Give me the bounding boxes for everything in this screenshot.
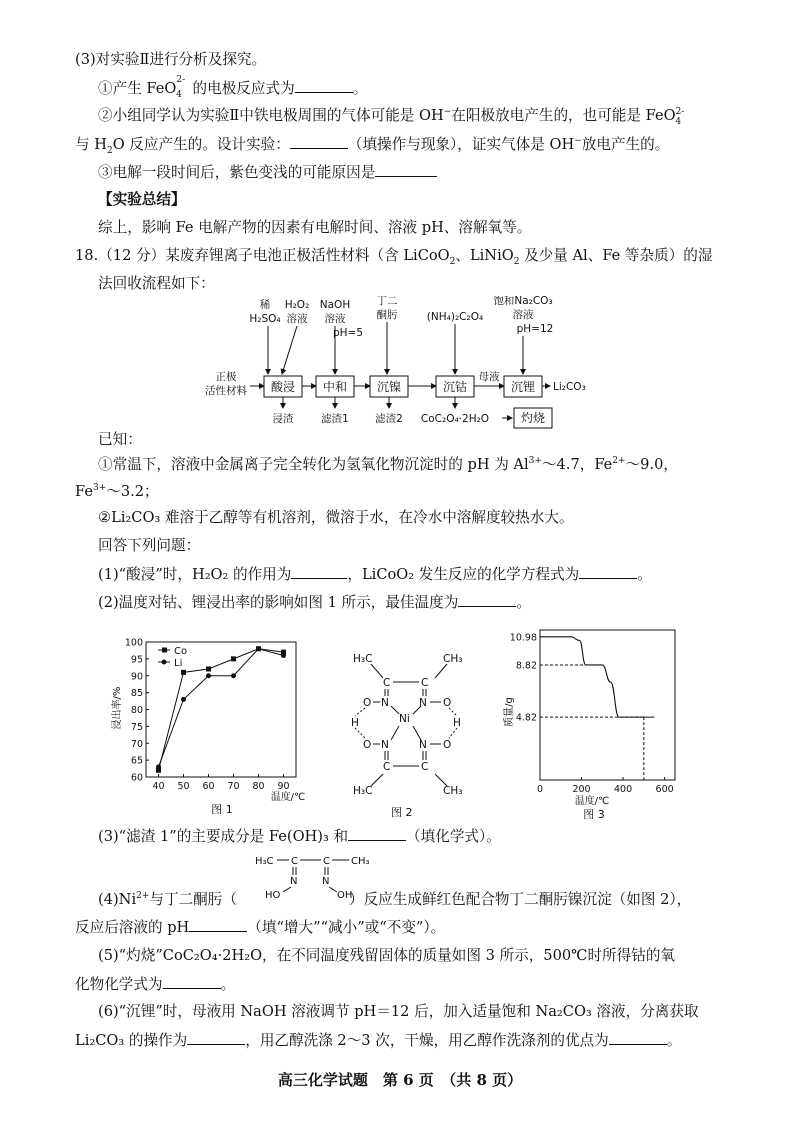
out-leach: 浸渣 bbox=[272, 413, 294, 425]
mother-liquor: 母液 bbox=[478, 371, 500, 383]
svg-text:O: O bbox=[443, 739, 452, 751]
q18-q6-line2: Li₂CO₃ 的操作为 ，用乙醇洗涤 2～3 次，干燥，用乙醇作洗涤剂的优点为 。 bbox=[75, 1032, 682, 1049]
svg-text:H: H bbox=[453, 717, 461, 729]
q18-q4-line1: $(4)Ni^{2+}$与丁二酮肟（ ）反应生成鲜红色配合物丁二酮肟镍沉淀（如图 2）， bbox=[98, 891, 692, 908]
q18-q1: (1)“酸浸”时，H₂O₂ 的作用为 ，LiCoO₂ 发生反应的化学方程式为 。 bbox=[98, 566, 652, 583]
answer-blank[interactable] bbox=[291, 564, 347, 579]
fig1-ytick-label: 75 bbox=[130, 721, 143, 733]
summary-text: 综上，影响 Fe 电解产物的因素有电解时间、溶液 pH、溶解氧等。 bbox=[98, 219, 532, 236]
reagent-na2co3-2: 溶液 bbox=[512, 309, 534, 321]
answer-blank[interactable] bbox=[458, 592, 516, 607]
box-co-label: 沉钴 bbox=[442, 380, 468, 394]
answer-blank[interactable] bbox=[579, 564, 637, 579]
fig3-frame bbox=[540, 630, 675, 780]
fig1-legend-li: Li bbox=[174, 658, 183, 669]
svg-text:C: C bbox=[383, 677, 391, 689]
fig1-point-co bbox=[206, 667, 211, 672]
fig3-ytick-label: 4.82 bbox=[515, 712, 537, 724]
box-leach-label: 酸浸 bbox=[270, 380, 296, 394]
answer-blank[interactable] bbox=[609, 1030, 667, 1045]
reagent-naoh-2: 溶液 bbox=[324, 313, 346, 325]
fig3-xtick-label: 0 bbox=[536, 784, 544, 795]
summary-title: 【实验总结】 bbox=[98, 191, 186, 208]
fig1-xlabel: 温度/℃ bbox=[270, 792, 306, 803]
fig3-xtick-label: 400 bbox=[614, 784, 633, 795]
page-footer: 高三化学试题 第 6 页 （共 8 页） bbox=[277, 1071, 523, 1089]
fig1-caption: 图 1 bbox=[211, 803, 233, 816]
svg-text:C: C bbox=[291, 856, 298, 867]
svg-text:N: N bbox=[322, 876, 330, 887]
svg-text:H₃C: H₃C bbox=[353, 653, 373, 665]
fig1-xtick-label: 90 bbox=[277, 781, 290, 792]
fig1-xtick-label: 70 bbox=[227, 781, 240, 792]
q18-q6-line1: (6)“沉锂”时，母液用 NaOH 溶液调节 pH＝12 后，加入适量饱和 Na₂CO₃ 溶液，分离获取 bbox=[98, 1003, 699, 1020]
fig1-point-co bbox=[181, 670, 186, 675]
part3-q2-line2: 与 $H_2O$ 反应产生的。设计实验： （填操作与现象），证实气体是 OH−放电产生的。 bbox=[75, 136, 670, 156]
fig1-point-li bbox=[181, 697, 186, 702]
fig3-curve bbox=[540, 637, 654, 717]
fig1-ytick-label: 100 bbox=[124, 637, 143, 649]
box-burn-label: 灼烧 bbox=[520, 411, 546, 425]
q18-q5-line1: (5)“灼烧”CoC₂O₄·2H₂O，在不同温度残留固体的质量如图 3 所示，500℃时所得钴的氧 bbox=[98, 947, 676, 964]
fig1-xtick-label: 80 bbox=[252, 781, 265, 792]
part3-q2-line1: ②小组同学认为实验Ⅱ中铁电极周围的气体可能是 OH−在阳极放电产生的，也可能是 FeO$^{2-}_4$ bbox=[98, 107, 685, 127]
reagent-dmg-2: 酮肟 bbox=[376, 309, 398, 321]
q18-q4-line2: 反应后溶液的 pH （填“增大”“减小”或“不变”）。 bbox=[75, 919, 446, 936]
q18-head-line2: 法回收流程如下： bbox=[98, 275, 215, 292]
fig1-point-li bbox=[231, 673, 236, 678]
fig2-ni: Ni bbox=[399, 713, 410, 725]
svg-text:H₃C: H₃C bbox=[255, 856, 274, 867]
known-title: 已知： bbox=[98, 431, 142, 448]
known2: ②Li₂CO₃ 难溶于乙醇等有机溶剂，微溶于水，在冷水中溶解度较热水大。 bbox=[98, 509, 574, 526]
reagent-acid-1: 稀 bbox=[259, 299, 271, 311]
answer-blank[interactable] bbox=[163, 974, 221, 989]
fig1-ylabel: 浸出率/% bbox=[112, 686, 123, 730]
box-ni-label: 沉镍 bbox=[376, 380, 402, 394]
fig1-xtick-label: 40 bbox=[152, 781, 165, 792]
out-res2: 滤渣2 bbox=[375, 413, 403, 425]
q18-q2: (2)温度对钴、锂浸出率的影响如图 1 所示，最佳温度为 。 bbox=[98, 594, 531, 611]
reagent-naoh-1: NaOH bbox=[319, 299, 351, 311]
svg-text:CH₃: CH₃ bbox=[443, 653, 463, 665]
fig3-caption: 图 3 bbox=[583, 808, 605, 821]
fig1-point-li bbox=[281, 653, 286, 658]
known1-line1: ①常温下，溶液中金属离子完全转化为氢氧化物沉淀时的 pH 为 $Al^{3+}\sim 4.7$，$Fe^{2+}\sim 9.0$， bbox=[98, 456, 678, 473]
fig1-ytick-label: 80 bbox=[130, 705, 143, 716]
part3-q3: ③电解一段时间后，紫色变浅的可能原因是 bbox=[98, 162, 437, 183]
svg-text:H₃C: H₃C bbox=[353, 785, 373, 797]
answer-blank[interactable] bbox=[295, 78, 353, 93]
answer-intro: 回答下列问题： bbox=[98, 537, 201, 554]
reagent-na2co3-1: 饱和Na₂CO₃ bbox=[493, 296, 553, 307]
reagent-acid-2: H₂SO₄ bbox=[249, 313, 281, 325]
box-li-label: 沉锂 bbox=[510, 380, 536, 394]
fig1-ytick-label: 90 bbox=[130, 671, 143, 683]
fig1-ytick-label: 95 bbox=[130, 654, 143, 666]
q18-q5-line2: 化物化学式为 。 bbox=[75, 976, 236, 993]
svg-text:N: N bbox=[419, 739, 427, 751]
svg-text:N: N bbox=[381, 697, 389, 709]
answer-blank[interactable] bbox=[348, 826, 406, 841]
answer-blank[interactable] bbox=[187, 1030, 245, 1045]
reagent-naoh-3: pH=5 bbox=[332, 327, 364, 339]
reagent-oxalate: (NH₄)₂C₂O₄ bbox=[426, 311, 484, 323]
svg-text:C: C bbox=[421, 677, 429, 689]
known1-line2: $Fe^{3+}\sim 3.2$； bbox=[75, 483, 159, 500]
q18-q3: (3)“滤渣 1”的主要成分是 Fe(OH)₃ 和 （填化学式）。 bbox=[98, 828, 501, 845]
product-li: Li₂CO₃ bbox=[553, 381, 586, 393]
fig1-xtick-label: 50 bbox=[177, 781, 190, 792]
fig1-ytick-label: 85 bbox=[130, 688, 143, 700]
fig1-legend-co: Co bbox=[174, 646, 188, 657]
svg-text:HO: HO bbox=[265, 890, 281, 901]
svg-text:C: C bbox=[383, 761, 391, 773]
svg-text:O: O bbox=[363, 739, 372, 751]
reagent-h2o2-2: 溶液 bbox=[286, 313, 308, 325]
answer-blank[interactable] bbox=[290, 134, 348, 149]
svg-text:CH₃: CH₃ bbox=[351, 856, 370, 867]
input-1: 正极 bbox=[215, 371, 237, 383]
fig1-point-li bbox=[206, 673, 211, 678]
fig3-xlabel: 温度/℃ bbox=[574, 796, 610, 807]
fig1-legend bbox=[158, 646, 187, 669]
answer-blank[interactable] bbox=[375, 162, 437, 177]
svg-text:C: C bbox=[421, 761, 429, 773]
svg-text:O: O bbox=[443, 697, 452, 709]
fig1-ytick-label: 70 bbox=[130, 738, 143, 750]
svg-text:O: O bbox=[363, 697, 372, 709]
box-neutral-label: 中和 bbox=[322, 380, 348, 394]
reagent-dmg-1: 丁二 bbox=[376, 296, 398, 307]
fig3-ytick-label: 10.98 bbox=[509, 632, 537, 644]
fig1-point-co bbox=[231, 656, 236, 661]
q18-head: 18.（12 分）某废弃锂离子电池正极活性材料（含 LiCoO$_2$、LiNiO$_2$ 及少量 Al、Fe 等杂质）的湿 bbox=[75, 247, 713, 267]
figure-3-chart bbox=[500, 622, 680, 822]
svg-text:CH₃: CH₃ bbox=[443, 785, 463, 797]
input-2: 活性材料 bbox=[205, 385, 247, 397]
fig1-point-li bbox=[256, 646, 261, 651]
answer-blank[interactable] bbox=[189, 917, 247, 932]
fig3-ylabel: 质量/g bbox=[504, 697, 515, 727]
out-res1: 滤渣1 bbox=[321, 413, 349, 425]
reagent-na2co3-3: pH=12 bbox=[516, 323, 554, 335]
fig1-ytick-label: 60 bbox=[130, 772, 143, 784]
figure-2-structure bbox=[335, 648, 485, 818]
fig1-ytick-label: 65 bbox=[130, 755, 143, 767]
reagent-h2o2-1: H₂O₂ bbox=[284, 299, 310, 311]
svg-text:N: N bbox=[419, 697, 427, 709]
figure-1-chart bbox=[110, 628, 310, 823]
svg-text:N: N bbox=[381, 739, 389, 751]
fig2-caption: 图 2 bbox=[391, 806, 413, 818]
svg-text:H: H bbox=[351, 717, 359, 729]
fig1-xtick-label: 60 bbox=[202, 781, 215, 792]
part3-q1: ①产生 FeO$^{2-}_4$ 的电极反应式为 。 bbox=[98, 75, 368, 100]
flow-diagram bbox=[190, 296, 610, 430]
fig3-xtick-label: 200 bbox=[572, 784, 591, 795]
part3-intro: (3)对实验Ⅱ进行分析及探究。 bbox=[75, 51, 267, 68]
svg-text:N: N bbox=[290, 876, 298, 887]
fig1-point-li bbox=[156, 764, 161, 769]
fig3-xtick-label: 600 bbox=[655, 784, 674, 795]
svg-text:OH: OH bbox=[337, 890, 353, 901]
fig3-ytick-label: 8.82 bbox=[515, 660, 537, 672]
svg-text:C: C bbox=[323, 856, 330, 867]
out-co: CoC₂O₄·2H₂O bbox=[420, 413, 490, 425]
